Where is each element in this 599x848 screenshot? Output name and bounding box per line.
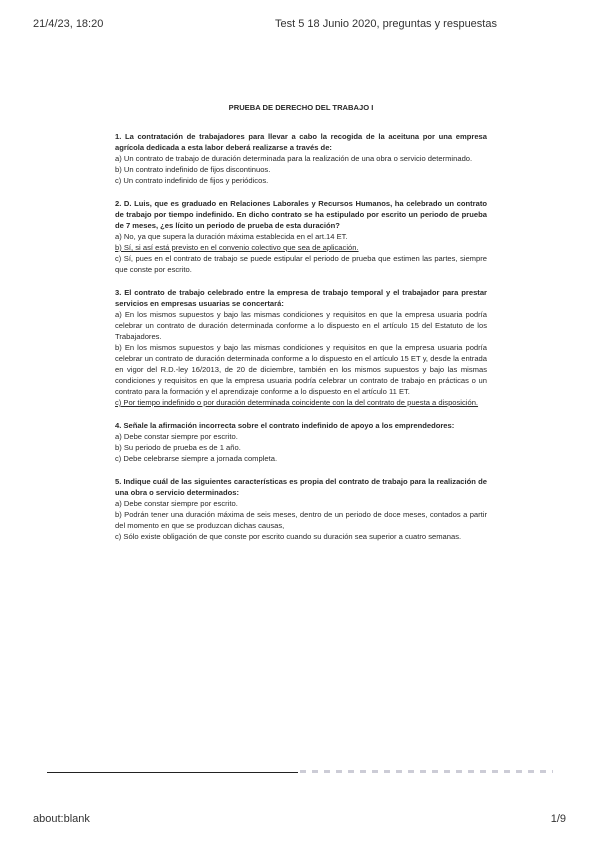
option-b: b) Un contrato indefinido de fijos discontinuos. <box>115 165 271 174</box>
option-b: b) Podrán tener una duración máxima de seis meses, dentro de un periodo de doce meses, contados a partir del momento en que se produzcan dichas causas, <box>115 510 487 530</box>
option-c: c) Debe celebrarse siempre a jornada completa. <box>115 454 278 463</box>
question-text: 3. El contrato de trabajo celebrado entre la empresa de trabajo temporal y el trabajador para prestar servicios en empresas usuarias se concertará: <box>115 288 487 308</box>
print-footer <box>33 813 566 827</box>
header-date: 21/4/23, 18:20 <box>33 18 104 30</box>
footer-url: about:blank <box>33 813 90 825</box>
footer-divider <box>47 772 298 773</box>
page-number: 1/9 <box>550 813 566 825</box>
document-title: PRUEBA DE DERECHO DEL TRABAJO I <box>228 103 374 112</box>
footer-divider-faded <box>300 770 553 773</box>
question-3 <box>115 287 487 408</box>
option-c: c) Sólo existe obligación de que conste por escrito cuando su duración sea superior a cuatro semanas. <box>115 532 462 541</box>
option-b: b) Su periodo de prueba es de 1 año. <box>115 443 241 452</box>
option-c: c) Sí, pues en el contrato de trabajo se puede estipular el periodo de prueba que estimen las partes, siempre que conste por escrito. <box>115 254 487 274</box>
question-text: 4. Señale la afirmación incorrecta sobre el contrato indefinido de apoyo a los emprendedores: <box>115 421 455 430</box>
question-text: 5. Indique cuál de las siguientes características es propia del contrato de trabajo para la realización de una obra o servicio determinados: <box>115 477 487 497</box>
question-text: 1. La contratación de trabajadores para llevar a cabo la recogida de la aceituna por una empresa agrícola dedicada a esta labor deberá realizarse a través de: <box>115 132 487 152</box>
option-c: c) Un contrato indefinido de fijos y periódicos. <box>115 176 269 185</box>
question-4 <box>115 420 487 464</box>
question-text: 2. D. Luis, que es graduado en Relaciones Laborales y Recursos Humanos, ha celebrado un contrato de trabajo por tiempo indefinido. En dicho contrato se ha estipulado por escrito un periodo de prueba de 7 meses, ¿es lícito un periodo de prueba de esta duración? <box>115 199 487 230</box>
header-title: Test 5 18 Junio 2020, preguntas y respuestas <box>275 18 497 30</box>
question-2 <box>115 198 487 275</box>
question-5 <box>115 476 487 542</box>
option-b: b) En los mismos supuestos y bajo las mismas condiciones y requisitos en que la empresa usuaria podría celebrar un contrato de duración determinada conforme a lo dispuesto en el artículo 15 ET y, desde la entrada en vigor del R.D.-ley 16/2013, de 20 de diciembre, también en los mismos supuestos y bajo las mismas condiciones y requisitos en que la empresa usuaria podría celebrar un contrato de trabajo en prácticas o un contrato para la formación y el aprendizaje conforme a lo dispuesto en el artículo 11 ET. <box>115 343 487 396</box>
option-a: a) Debe constar siempre por escrito. <box>115 499 238 508</box>
option-a: a) No, ya que supera la duración máxima establecida en el art.14 ET. <box>115 232 348 241</box>
document-body <box>115 102 487 554</box>
option-a: a) Un contrato de trabajo de duración determinada para la realización de una obra o servicio determinado. <box>115 154 473 163</box>
option-b-answer: b) Sí, si así está previsto en el convenio colectivo que sea de aplicación. <box>115 243 359 252</box>
question-1 <box>115 131 487 186</box>
option-c-answer: c) Por tiempo indefinido o por duración determinada coincidente con la del contrato de puesta a disposición. <box>115 398 479 407</box>
print-header <box>33 18 566 32</box>
option-a: a) Debe constar siempre por escrito. <box>115 432 238 441</box>
option-a: a) En los mismos supuestos y bajo las mismas condiciones y requisitos en que la empresa usuaria podría celebrar un contrato de duración determinada conforme a lo dispuesto en el artículo 15 del Estatuto de los Trabajadores. <box>115 310 487 341</box>
